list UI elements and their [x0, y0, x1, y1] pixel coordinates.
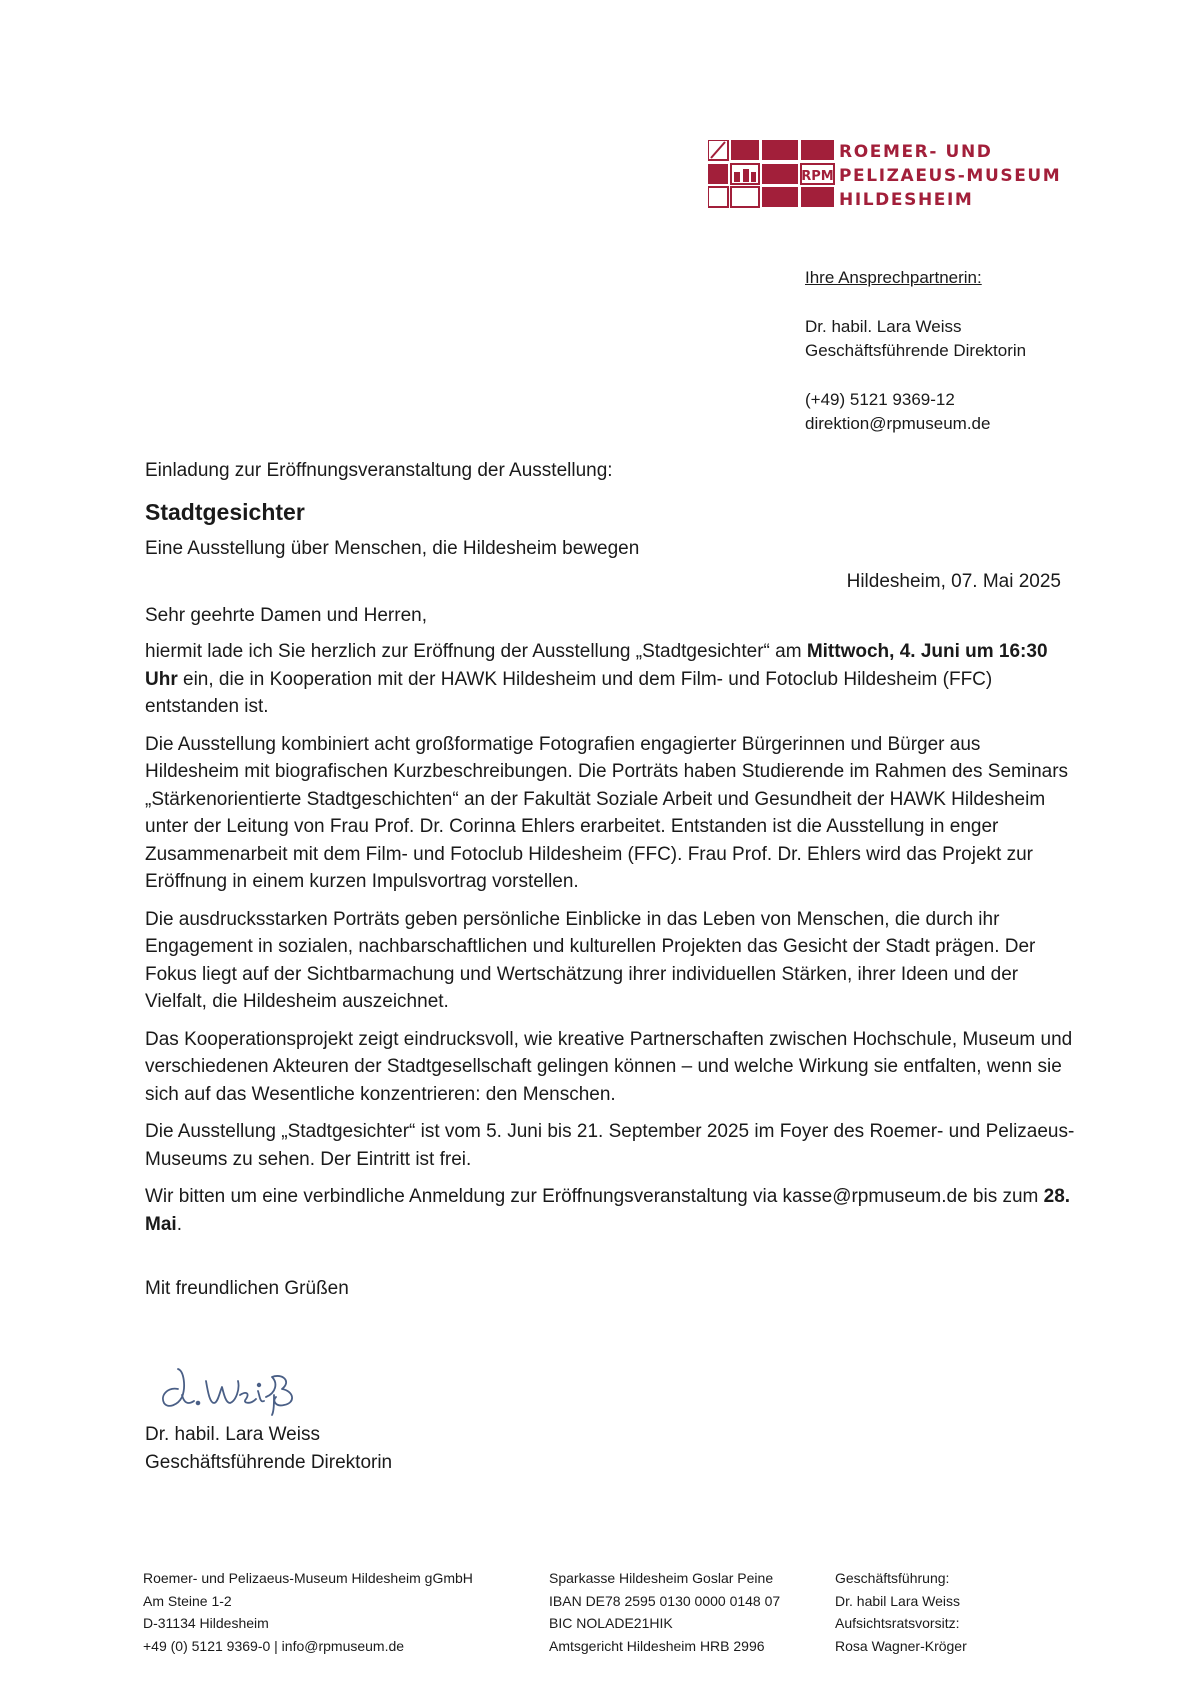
registration-deadline: 28. Mai: [145, 1186, 1071, 1235]
letter-intro: Einladung zur Eröffnungsveranstaltung der Ausstellung:: [145, 460, 613, 481]
footer-board-label: Aufsichtsratsvorsitz:: [835, 1615, 960, 1631]
exhibition-subtitle: Eine Ausstellung über Menschen, die Hildesheim bewegen: [145, 537, 640, 559]
footer-iban: IBAN DE78 2595 0130 0000 0148 07: [549, 1592, 781, 1609]
footer-company: Roemer- und Pelizaeus-Museum Hildesheim gGmbH: [143, 1570, 473, 1586]
footer-management-label: Geschäftsführung:: [835, 1570, 950, 1586]
letter-body: [145, 457, 1075, 1303]
contact-block: [805, 266, 1026, 437]
footer-register: Amtsgericht Hildesheim HRB 2996: [549, 1637, 765, 1654]
paragraph-registration: Wir bitten um eine verbindliche Anmeldung zur Eröffnungsveranstaltung via kasse@rpmuseum.de bis zum 28. Mai.: [145, 1186, 1071, 1235]
paragraph-dates: Die Ausstellung „Stadtgesichter“ ist vom 5. Juni bis 21. September 2025 im Foyer des Roemer- und Pelizaeus-Museums zu sehen. Der Eintritt ist frei.: [145, 1121, 1075, 1170]
handwritten-signature: [150, 1347, 325, 1417]
paragraph-cooperation: Das Kooperationsprojekt zeigt eindrucksvoll, wie kreative Partnerschaften zwischen Hochschule, Museum und verschiedenen Akteuren der Stadtgesellschaft gelingen können – und welche Wirkung sie entfalten, wenn sie sich auf das Wesentliche konzentrieren: den Menschen.: [145, 1028, 1073, 1105]
contact-role: Geschäftsführende Direktorin: [805, 341, 1027, 360]
exhibition-title: Stadtgesichter: [145, 498, 305, 525]
letter-date: Hildesheim, 07. Mai 2025: [846, 571, 1061, 592]
closing-greeting: Mit freundlichen Grüßen: [145, 1278, 349, 1299]
contact-name: Dr. habil. Lara Weiss: [805, 316, 962, 336]
footer-bank: [549, 1567, 780, 1657]
footer-address: [143, 1567, 473, 1657]
salutation: Sehr geehrte Damen und Herren,: [145, 604, 427, 626]
logo-line-3: HILDESHEIM: [839, 190, 974, 210]
event-datetime: Mittwoch, 4. Juni um 16:30 Uhr: [145, 641, 1048, 690]
signer-role: Geschäftsführende Direktorin: [145, 1451, 393, 1473]
contact-email: direktion@rpmuseum.de: [805, 414, 991, 433]
footer-bank-name: Sparkasse Hildesheim Goslar Peine: [549, 1570, 774, 1586]
logo-line-1: ROEMER- UND: [839, 142, 993, 162]
contact-label: Ihre Ansprechpartnerin:: [805, 268, 982, 287]
footer-phone-email: +49 (0) 5121 9369-0 | info@rpmuseum.de: [143, 1637, 405, 1654]
footer-street: Am Steine 1-2: [143, 1592, 232, 1609]
signer-block: [145, 1421, 392, 1476]
footer-management-name: Dr. habil Lara Weiss: [835, 1592, 961, 1609]
footer-city: D-31134 Hildesheim: [143, 1615, 269, 1631]
footer-management: [835, 1567, 967, 1657]
paragraph-portraits: Die ausdrucksstarken Porträts geben persönliche Einblicke in das Leben von Menschen, die durch ihr Engagement in sozialen, nachbarschaftlichen und kulturellen Projekten das Gesicht der Stadt prägen. Der Fokus liegt auf der Sichtbarmachung und Wertschätzung ihrer individuellen Stärken, ihrer Ideen und der Vielfalt, die Hildesheim auszeichnet.: [145, 908, 1036, 1012]
footer-bic: BIC NOLADE21HIK: [549, 1615, 673, 1631]
paragraph-invitation: hiermit lade ich Sie herzlich zur Eröffnung der Ausstellung „Stadtgesichter“ am Mittwoch, 4. Juni um 16:30 Uhr ein, die in Kooperation mit der HAWK Hildesheim und dem Film- und Fotoclub Hildesheim (FFC) entstanden ist.: [145, 641, 1048, 717]
signer-name: Dr. habil. Lara Weiss: [145, 1424, 320, 1445]
paragraph-exhibition: Die Ausstellung kombiniert acht großformatige Fotografien engagierter Bürgerinnen und Bürger aus Hildesheim mit biografischen Kurzbeschreibungen. Die Porträts haben Studierende im Rahmen des Seminars „Stärkenorientierte Stadtgeschichten“ an der Fakultät Soziale Arbeit und Gesundheit der HAWK Hildesheim unter der Leitung von Frau Prof. Dr. Corinna Ehlers erarbeitet. Entstanden ist die Ausstellung in enger Zusammenarbeit mit dem Film- und Fotoclub Hildesheim (FFC). Frau Prof. Dr. Ehlers wird das Projekt zur Eröffnung in einem kurzen Impulsvortrag vorstellen.: [145, 733, 1069, 892]
logo-line-2: PELIZAEUS-MUSEUM: [839, 166, 1062, 186]
logo-mark-text: RPM: [801, 169, 834, 184]
contact-phone: (+49) 5121 9369-12: [805, 389, 955, 409]
footer-board-name: Rosa Wagner-Kröger: [835, 1637, 967, 1654]
museum-logo-text: [839, 140, 1061, 212]
